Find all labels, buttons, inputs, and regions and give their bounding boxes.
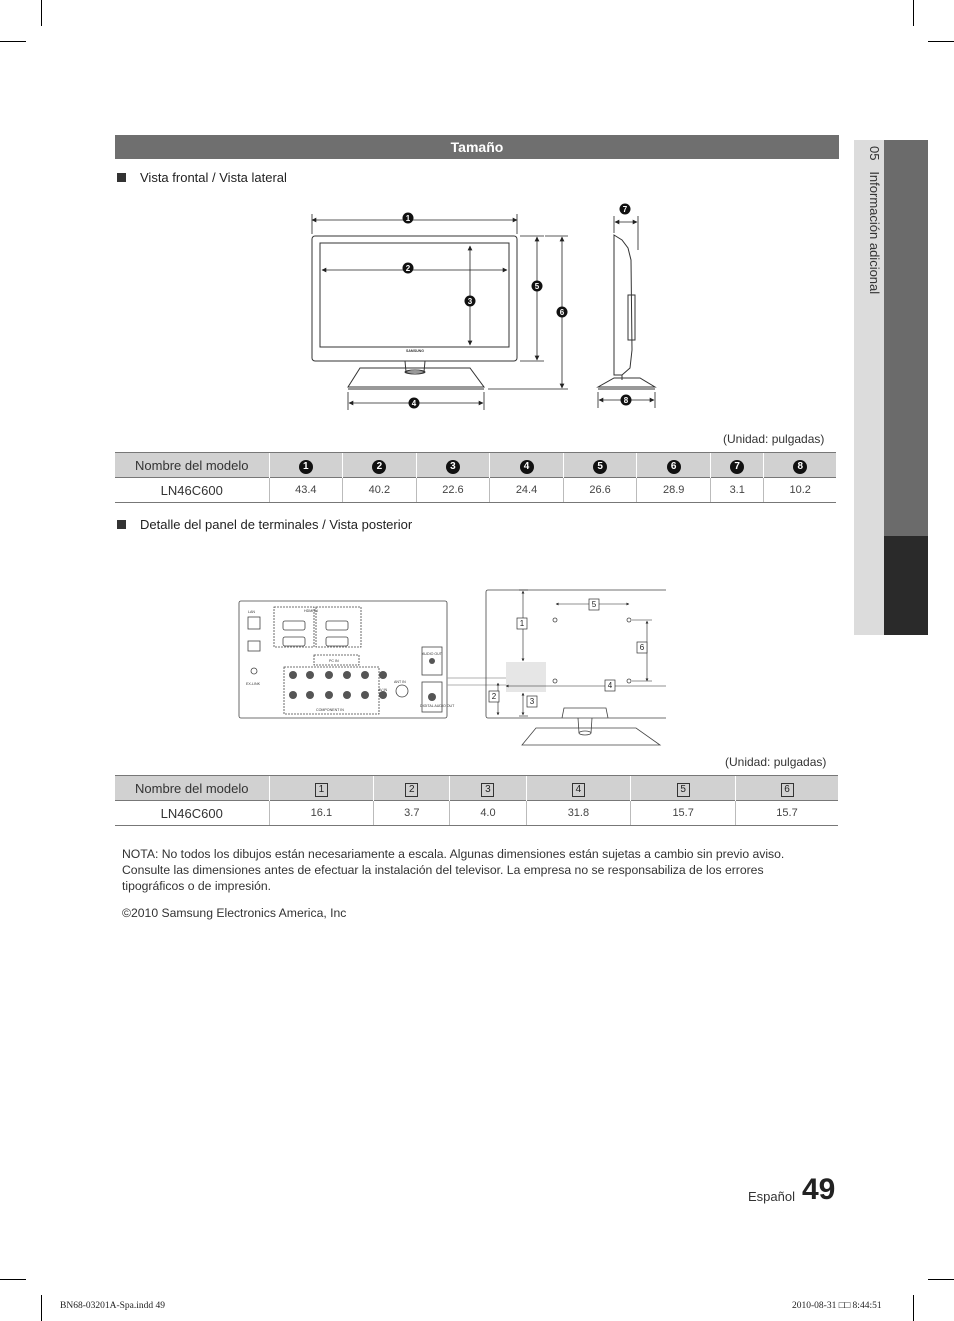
table-header-cell: 3 [446,460,460,474]
svg-text:PC IN: PC IN [329,659,339,663]
front-side-view-diagram [300,200,670,415]
table-cell: 43.4 [269,478,343,503]
crop-mark [913,0,914,26]
table-header-cell: 6 [781,783,794,797]
table-cell: 31.8 [526,801,631,826]
table-header-cell: 5 [677,783,690,797]
table-header-cell: 7 [730,460,744,474]
table-header-row [115,776,838,801]
table-header-cell: Nombre del modelo [115,453,269,478]
crop-mark [41,0,42,26]
svg-text:LAN: LAN [248,610,255,614]
crop-mark [913,1295,914,1321]
svg-text:2: 2 [491,692,497,701]
table-header-row [115,453,836,478]
svg-text:AUDIO OUT: AUDIO OUT [422,652,442,656]
table-cell: 26.6 [563,478,637,503]
svg-text:COMPONENT IN: COMPONENT IN [316,708,344,712]
table-cell: 10.2 [764,478,836,503]
svg-text:1: 1 [519,619,525,628]
chapter-tab-band [884,140,928,536]
table-header-cell: 4 [520,460,534,474]
svg-text:6: 6 [639,643,645,652]
section-title: Tamaño [115,135,839,159]
table-header-cell: 1 [315,783,328,797]
table-header-cell: 4 [572,783,585,797]
print-slug-file: BN68-03201A-Spa.indd 49 [60,1301,166,1311]
page-number: 49 [802,1173,836,1206]
note-text: NOTA: No todos los dibujos están necesariamente a escala. Algunas dimensiones están sujetas a cambio sin previo aviso. Consulte las dimensiones antes de efectuar la instalación del televisor. La empresa no se responsabiliza de los errores tipográficos o de impresión. [122,847,785,893]
svg-text:7: 7 [622,205,628,214]
table-header-cell: 8 [793,460,807,474]
table-cell: 4.0 [450,801,526,826]
table-header-cell: Nombre del modelo [115,776,269,801]
table-header-cell: 2 [372,460,386,474]
subsection-heading: Detalle del panel de terminales / Vista posterior [117,517,412,532]
svg-text:4: 4 [607,681,613,690]
table-cell: 16.1 [269,801,374,826]
crop-mark [928,1279,954,1280]
table-header-cell: 1 [299,460,313,474]
crop-mark [0,41,26,42]
crop-mark [0,1279,26,1280]
table-cell: 24.4 [490,478,564,503]
svg-text:DIGITAL AUDIO OUT: DIGITAL AUDIO OUT [420,704,455,708]
table-cell: 15.7 [631,801,736,826]
unit-label: (Unidad: pulgadas) [723,432,825,446]
terminal-panel-rear-view-diagram [236,585,666,750]
subsection-heading: Vista frontal / Vista lateral [117,170,287,185]
svg-text:5: 5 [591,600,597,609]
crop-mark [928,41,954,42]
table-cell: 22.6 [416,478,490,503]
svg-text:1: 1 [405,214,411,223]
svg-text:AV IN: AV IN [378,688,388,692]
dimensions-table [115,452,836,503]
footer-language: Español [748,1189,795,1204]
table-cell-model: LN46C600 [115,801,269,826]
chapter-title: 05 Información adicional [867,146,882,295]
svg-text:HDMI IN: HDMI IN [304,609,318,613]
table-cell: 15.7 [736,801,838,826]
table-cell: 3.1 [710,478,763,503]
svg-text:8: 8 [623,396,629,405]
table-row [115,801,838,826]
unit-label: (Unidad: pulgadas) [725,755,827,769]
svg-text:2: 2 [405,264,411,273]
table-cell: 40.2 [343,478,417,503]
svg-text:3: 3 [529,697,535,706]
crop-mark [41,1295,42,1321]
square-bullet-icon [117,520,126,529]
svg-text:EX-LINK: EX-LINK [246,682,260,686]
copyright-text: ©2010 Samsung Electronics America, Inc [122,906,347,920]
table-header-cell: 2 [405,783,418,797]
table-header-cell: 5 [593,460,607,474]
svg-text:5: 5 [534,282,540,291]
svg-text:3: 3 [467,297,473,306]
table-header-cell: 6 [667,460,681,474]
table-cell: 28.9 [637,478,711,503]
terminal-dimensions-table [115,775,838,826]
square-bullet-icon [117,173,126,182]
svg-text:6: 6 [559,308,565,317]
svg-text:ANT IN: ANT IN [394,680,406,684]
print-slug-timestamp: 2010-08-31 □□ 8:44:51 [792,1301,882,1311]
table-row [115,478,836,503]
table-cell: 3.7 [374,801,450,826]
table-cell-model: LN46C600 [115,478,269,503]
chapter-tab-marker [884,536,928,635]
svg-text:SAMSUNG: SAMSUNG [406,349,424,353]
table-header-cell: 3 [481,783,494,797]
svg-text:4: 4 [411,399,417,408]
